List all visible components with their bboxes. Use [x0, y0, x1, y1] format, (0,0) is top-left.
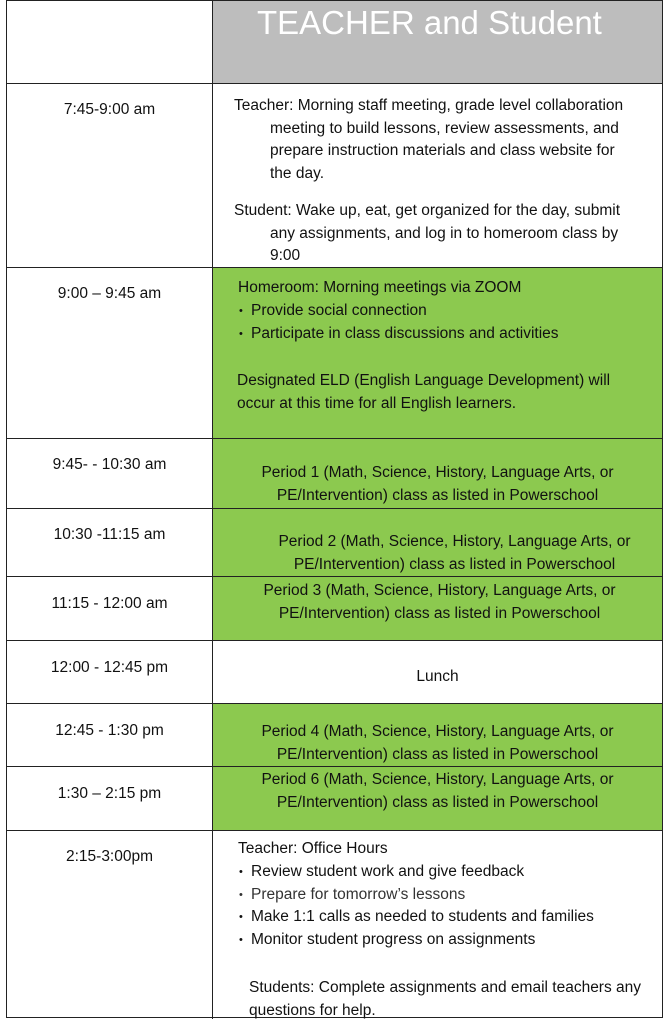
activity-cell	[213, 577, 662, 640]
time-label: 7:45-9:00 am	[63, 101, 156, 118]
time-label: 2:15-3:00pm	[65, 848, 154, 865]
schedule-row	[7, 267, 662, 438]
schedule-row	[7, 508, 662, 576]
time-cell	[7, 767, 213, 830]
header-empty-cell	[7, 1, 213, 83]
time-cell	[7, 84, 213, 267]
schedule-row	[7, 576, 662, 640]
schedule-row	[7, 83, 662, 267]
student-description: Student: Wake up, eat, get organized for the day, submit any assignments, and log in to homeroom class by 9:00	[234, 202, 621, 264]
activity-cell	[213, 641, 662, 703]
time-label: 10:30 -11:15 am	[53, 526, 166, 543]
time-label: 12:45 - 1:30 pm	[55, 722, 164, 739]
time-cell	[7, 831, 213, 1019]
list-item: • Prepare for tomorrow’s lessons	[238, 884, 644, 907]
teacher-description: Teacher: Morning staff meeting, grade level collaboration meeting to build lessons, review assessments, and prepare instruction materials and class website for the day.	[234, 97, 624, 182]
time-label: 12:00 - 12:45 pm	[50, 659, 169, 676]
time-label: 9:45- - 10:30 am	[52, 456, 167, 473]
schedule-row	[7, 830, 662, 1019]
list-item: • Make 1:1 calls as needed to students and families	[238, 906, 644, 929]
time-cell	[7, 641, 213, 703]
schedule-row	[7, 640, 662, 703]
time-cell	[7, 704, 213, 766]
period-description: Period 3 (Math, Science, History, Language Arts, or PE/Intervention) class as listed in Powerschool	[263, 582, 616, 622]
list-item: • Monitor student progress on assignments	[238, 929, 644, 952]
homeroom-bullets	[238, 300, 644, 345]
schedule-table	[6, 0, 663, 1018]
activity-cell	[213, 268, 662, 438]
list-item: • Provide social connection	[238, 300, 644, 323]
office-hours-bullets	[238, 861, 644, 951]
activity-cell	[213, 704, 662, 766]
time-cell	[7, 268, 213, 438]
time-cell	[7, 509, 213, 576]
period-description: Period 4 (Math, Science, History, Language Arts, or PE/Intervention) class as listed in Powerschool	[261, 723, 614, 763]
header-row	[7, 1, 662, 83]
eld-note: Designated ELD (English Language Development) will occur at this time for all English learners.	[237, 372, 611, 412]
time-cell	[7, 439, 213, 508]
activity-cell	[213, 767, 662, 830]
homeroom-heading: Homeroom: Morning meetings via ZOOM	[238, 279, 522, 296]
list-item: • Review student work and give feedback	[238, 861, 644, 884]
header-cell	[213, 1, 662, 83]
time-cell	[7, 577, 213, 640]
list-item: • Participate in class discussions and activities	[238, 323, 644, 346]
activity-cell	[213, 509, 662, 576]
activity-cell	[213, 439, 662, 508]
period-description: Period 6 (Math, Science, History, Language Arts, or PE/Intervention) class as listed in Powerschool	[261, 771, 614, 811]
activity-cell	[213, 831, 662, 1019]
activity-cell	[213, 84, 662, 267]
schedule-row	[7, 438, 662, 508]
lunch-label: Lunch	[416, 668, 459, 685]
time-label: 9:00 – 9:45 am	[57, 285, 162, 302]
time-label: 1:30 – 2:15 pm	[57, 785, 162, 802]
period-description: Period 1 (Math, Science, History, Language Arts, or PE/Intervention) class as listed in Powerschool	[261, 464, 614, 504]
time-label: 11:15 - 12:00 am	[51, 595, 168, 612]
students-note: Students: Complete assignments and email teachers any questions for help.	[249, 979, 642, 1019]
period-description: Period 2 (Math, Science, History, Language Arts, or PE/Intervention) class as listed in Powerschool	[278, 533, 631, 573]
office-hours-heading: Teacher: Office Hours	[238, 840, 388, 857]
schedule-row	[7, 703, 662, 766]
schedule-row	[7, 766, 662, 830]
page-title: TEACHER and Student	[257, 4, 602, 41]
